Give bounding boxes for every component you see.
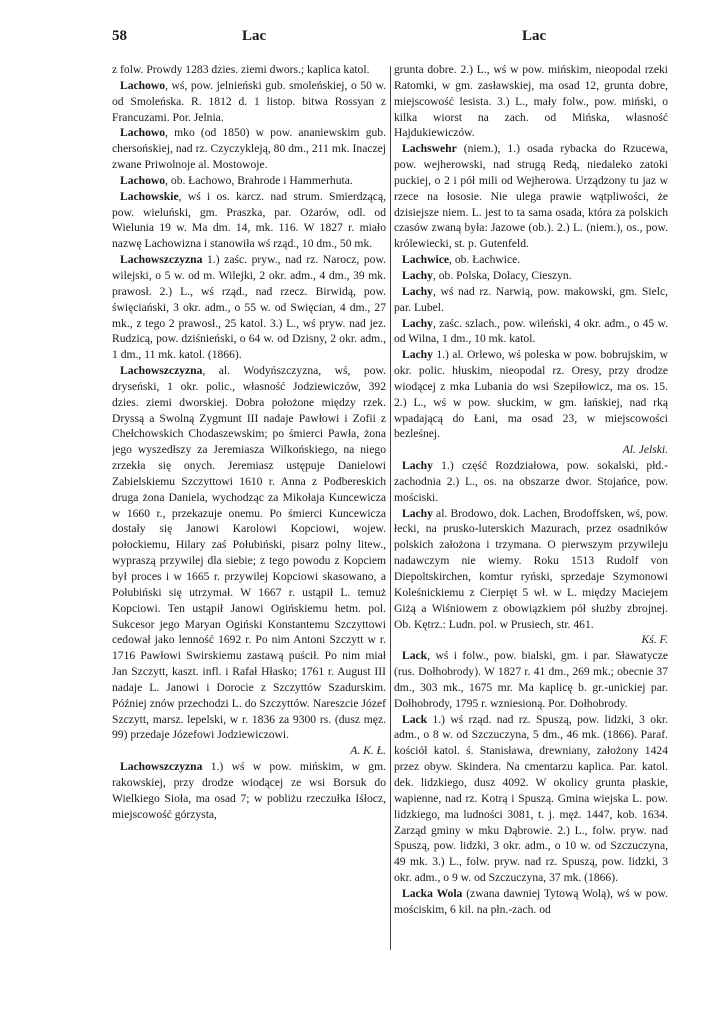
entry-text: al. Brodowo, dok. Lachen, Brodoffsken, wś, pow. łecki, na prusko-luterskich Mazurach, przez osadników polskich założona i trzymana. O pierwszym przywileju nadawczym nie wiemy. Roku 1513 Rudolf von Diepoltskirchen, komtur ryński, sprzedaje Szymonowi Koleśnickiemu z Cierpięt 5 wł. w L. między Maciejem Giżą a Wiśniowem z obowiązkiem pół służby zbrojnej. Ob. Kętrz.: Ludn. pol. w Prusiech, str. 461. [394,506,668,631]
entry-headword: Lachwice [402,253,450,267]
column-divider [390,66,391,950]
right-column [394,62,668,952]
entry-headword: Lachy [402,348,433,362]
entry-headword: Lachowszczyzna [120,760,203,774]
entry-text: 1.) al. Orlewo, wś poleska w pow. bobrujskim, w okr. polic. hłuskim, nieopodal rz. Oresy, przy drodze wiodącej z mka Lubania do wsi Szepiłowicz, ma os. 15. 2.) L., wś w pow. słuckim, w gm. łańskiej, nad rką wpadającą do Łani, ma osad 23, w miejscowości bezleśnej. [394,348,668,441]
page-number: 58 [112,28,127,44]
entry-headword: Lacka Wola [402,886,463,900]
entry-headword: Lack [402,649,428,663]
entry-text: , mko (od 1850) w pow. ananiewskim gub. chersońskiej, nad rz. Czyczykleją, 80 dm., 211 mk. Inaczej zwane Priwolnoje al. Mostowoje. [112,126,386,172]
dictionary-entry [112,189,386,252]
entry-signature: A. K. Ł. [350,744,386,758]
running-head-left: Lac [242,28,267,44]
dictionary-entry [394,886,668,918]
entry-headword: Lack [402,712,428,726]
entry-headword: Lachy [402,459,433,473]
dictionary-entry [394,141,668,252]
entry-headword: Lachy [402,268,433,282]
entry-headword: Lachswehr [402,142,457,156]
entry-text: , zaśc. szlach., pow. wileński, 4 okr. adm., o 45 w. od Wilna, 1 dm., 10 mk. katol. [394,316,668,346]
entry-text: , ob. Polska, Dolacy, Cieszyn. [432,268,572,282]
entry-text: , ob. Łachwice. [449,253,521,267]
entry-text: 1.) zaśc. pryw., nad rz. Narocz, pow. wilejski, o 5 w. od m. Wilejki, 2 okr. adm., 4 dm., 39 mk. prawosł. 2.) L., wś rząd., nad rzecz. Birwidą, pow. święciański, 3 okr. adm., o 55 w. od Swięcian, 4 dm., 27 mk., z tego 2 prawosł., 25 katol. 3.) L., wś pryw. nad jez. Rudzicą, pow. dziśnieński, o 64 w. od Dzisny, 2 okr. adm., 1 dm., 11 mk. katol. (1866). [112,253,386,362]
dictionary-entry [112,62,386,78]
entry-headword: Lachy [402,316,433,330]
dictionary-entry [112,252,386,363]
entry-text: , wś, pow. jelnieński gub. smoleńskiej, o 50 w. od Smoleńska. R. 1812 d. 1 listop. bitwa Rossyan z Francuzami. Por. Jelnia. [112,78,386,124]
entry-text: 1.) część Rozdziałowa, pow. sokalski, płd.-zachodnia 2.) L., os. na obszarze dwor. Stojańce, pow. mościski. [394,459,668,504]
dictionary-entry [394,268,668,284]
dictionary-entry [394,252,668,268]
dictionary-entry [394,62,668,141]
entry-headword: Lachy [402,284,433,298]
running-head-right: Lac [522,28,547,44]
entry-text: (zwana dawniej Tytową Wolą), wś w pow. mościskim, 6 kil. na płn.-zach. od [394,886,668,916]
entry-text: , wś i folw., pow. bialski, gm. i par. Sławatycze (rus. Dołhobrody). W 1827 r. 41 dm., 269 mk.; obecnie 37 dm., 303 mk., 1675 mr. Ma kaplicę b. gr.-unickiej par. Dołhobrody, 1795 r. wzniesioną. Por. Dołhobrody. [394,649,668,710]
entry-text: 1.) wś w pow. mińskim, w gm. rakowskiej, przy drodze wiodącej ze wsi Borsuk do Wielkiego Sioła, ma osad 7; w pobliżu rzeczułka Iśłocz, miejscowość górzysta, [112,760,386,821]
entry-headword: Lachowszczyzna [120,253,203,267]
dictionary-entry [394,712,668,886]
dictionary-entry [394,316,668,348]
dictionary-entry [112,363,386,743]
dictionary-entry [394,506,668,633]
entry-headword: Lachowo [120,126,166,140]
dictionary-entry [394,284,668,316]
dictionary-entry [394,648,668,711]
dictionary-entry [112,173,386,189]
dictionary-entry [394,458,668,506]
dictionary-entry [112,759,386,822]
entry-text: , wś nad rz. Narwią, pow. makowski, gm. Sielc, par. Lubel. [394,284,668,314]
entry-headword: Lachowo [120,173,166,187]
entry-headword: Lachowszczyzna [120,364,203,378]
entry-headword: Lachowskie [120,189,179,203]
entry-headword: Lachy [402,506,433,520]
dictionary-entry [112,125,386,173]
entry-text: 1.) wś rząd. nad rz. Spuszą, pow. lidzki, 3 okr. adm., o 8 w. od Szczuczyna, 5 dm., 46 mk. (1866). Paraf. kościół katol. ś. Stanisława, drewniany, założony 1424 przez obyw. Skindera. Na cmentarzu kaplica. Par. katol. dek. lidzkiego, dusz 4092. W okolicy grunta płaskie, wapienne, nad rz. Kotrą i Spuszą. Gmina wiejska L. pow. lidzkiego, ma ludności 3081, t. j. męż. 1447, kob. 1634. Zarząd gminy w mku Dąbrowie. 2.) L., folw. pryw. nad Spuszą, pow. lidzki, 3 okr. adm., o 10 w. od Szczuczyna, 49 mk. 3.) L., folw. pryw. nad rz. Spuszą, pow. lidzki, 3 okr. adm., o 9 w. od Szczuczyna, 37 mk. (1866). [394,712,668,885]
dictionary-entry [112,78,386,126]
entry-text: , al. Wodyńszczyzna, wś, pow. dryseński, 1 okr. polic., własność Jodziewiczów, 392 dzies. ziemi dworskiej. Dobra położone między rzek. Dryssą a Swolną Zygmunt III nadaje Pawłowi i Zofii z Chełchowskich Chodaszewskim; po śmierci Pawła, żona jego wyszedłszy za Jeremiasza Wilkońskiego, na niego zrzekła się onych. Jeremiasz ustępuje Danielowi Zabielskiemu Szczyttowi 1610 r. Anna z Podbereskich druga żona Daniela, wychodząc za Mikołaja Kuncewicza w 1660 r., przekazuje onemu. Po śmierci Kuncewicza dostały się Janowi Karolowi Kopciowi, wojew. połockiemu, Hilary zaś Połubiński, pisarz polny litew., wypraszą przywilej dla siebie; z tego powodu z Kopciem był proces i w 1665 r. przywilej Kopciowi skasowano, a Połubiński się utrzymał. W 1667 r. ustąpił L. temuż Kopciowi. Ten ustąpił Janowi Ogińskiemu hetm. pol. Sukcesor jego Maryan Ogiński Konstantemu Szczyttowi cedował jako lenność 1692 r. Po nim Antoni Szczytt w r. 1716 Pawłowi Swirskiemu zastawą puścił. Po nim miał Jan Szczytt, kaszt. infl. i Rafał Hłasko; 1761 r. August III nadaje L. Janowi i Dorocie z Szczyttów Szadurskim. Później znów przechodzi L. do Szczyttów. Nareszcie Józef Szczytt, marsz. lepelski, w r. 1836 za 9300 rs. (dusz męz. 99) przedaje Józefowi Jodziewiczowi. [112,364,386,742]
entry-text: (niem.), 1.) osada rybacka do Rzucewa, pow. wejherowski, nad strugą Redą, niedaleko zatoki puckiej, o 2 i pół mili od Wejherowa. Urządzony tu jaz w rzece na łososie. Nie ulega prawie wątpliwości, że dzisiejsze niem. L. jest to ta sama osada, która za polskich czasów zwaną była: Jazowe (ob.). 2.) L. (niem.), os., pow. królewiecki, st. p. Gutenfeld. [394,142,668,251]
entry-signature: Al. Jelski. [622,443,668,457]
page-header [112,28,670,50]
entry-text: grunta dobre. 2.) L., wś w pow. mińskim, nieopodal rzeki Ratomki, w gm. zasławskiej, ma osad 12, grunta dobre, miejscowość lesista. 3.) L., mały folw., pow. miński, o kilka wiorst na zach. od Mińska, własność Hajdukiewiczów. [394,63,668,140]
entry-text: , ob. Łachowo, Brahrode i Hammerhuta. [165,173,353,187]
left-column [112,62,386,952]
entry-headword: Lachowo [120,78,166,92]
entry-signature: Kś. F. [641,633,668,647]
entry-text: , wś i os. karcz. nad strum. Smierdzącą, pow. wieluński, gm. Praszka, par. Ożarów, odl. od Wielunia 19 w. Ma dm. 14, mk. 116. W 1827 r. miało nazwę Lachowizna i stanowiła wś rząd., 10 dm., 50 mk. [112,189,386,251]
entry-text: z folw. Prowdy 1283 dzies. ziemi dwors.; kaplica katol. [112,63,370,76]
dictionary-entry [394,347,668,442]
